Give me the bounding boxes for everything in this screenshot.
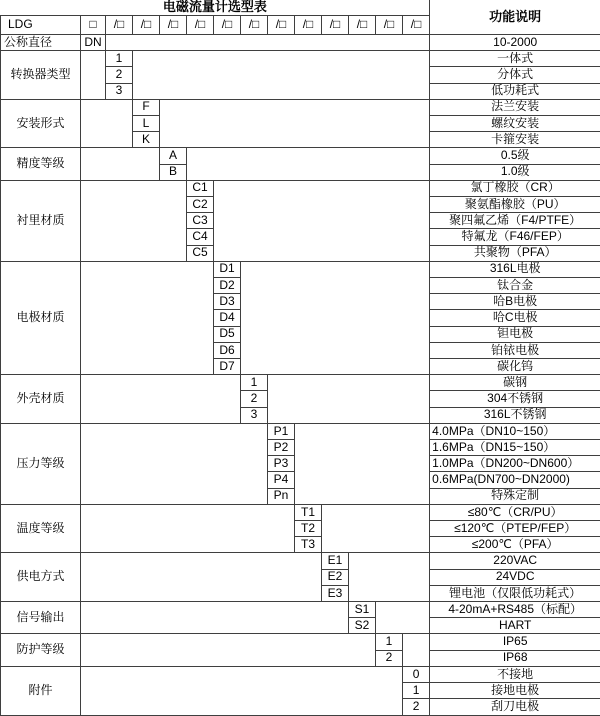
description-cell: 一体式 (430, 51, 600, 67)
table-row (1, 602, 600, 618)
code-cell: L (133, 115, 160, 131)
empty-cell (376, 602, 430, 634)
selection-code-box: /□ (349, 15, 376, 34)
code-cell: 1 (403, 683, 430, 699)
empty-cell (106, 34, 430, 50)
empty-cell (241, 261, 430, 374)
description-cell: 1.0级 (430, 164, 600, 180)
selection-code-box: /□ (295, 15, 322, 34)
code-cell: K (133, 132, 160, 148)
table-row (1, 504, 600, 520)
description-cell: 锂电池（仅限低功耗式） (430, 585, 600, 601)
code-cell: 1 (376, 634, 403, 650)
code-cell: C3 (187, 213, 214, 229)
selection-code-box: /□ (106, 15, 133, 34)
model-code-prefix: LDG (1, 15, 81, 34)
code-cell: A (160, 148, 187, 164)
description-cell: IP68 (430, 650, 600, 666)
empty-cell (81, 375, 241, 424)
description-cell: 钽电极 (430, 326, 600, 342)
empty-cell (81, 51, 106, 100)
code-cell: T2 (295, 521, 322, 537)
code-cell: DN (81, 34, 106, 50)
table-row (1, 51, 600, 67)
empty-cell (133, 51, 430, 100)
section-label: 信号输出 (1, 602, 81, 634)
code-cell: 2 (106, 67, 133, 83)
empty-cell (81, 553, 322, 602)
code-cell: D7 (214, 359, 241, 375)
description-cell: ≤80℃（CR/PU） (430, 504, 600, 520)
empty-cell (322, 504, 430, 553)
code-cell: D1 (214, 261, 241, 277)
empty-cell (349, 553, 430, 602)
code-cell: S1 (349, 602, 376, 618)
description-cell: 螺纹安装 (430, 115, 600, 131)
empty-cell (81, 99, 133, 148)
table-row (1, 634, 600, 650)
description-cell: 碳钢 (430, 375, 600, 391)
description-cell: 不接地 (430, 666, 600, 682)
description-cell: 0.6MPa(DN700~DN2000) (430, 472, 600, 488)
table-row (1, 0, 600, 15)
code-cell: 2 (241, 391, 268, 407)
code-cell: E3 (322, 585, 349, 601)
section-label: 精度等级 (1, 148, 81, 180)
code-cell: T3 (295, 537, 322, 553)
description-cell: 碳化钨 (430, 359, 600, 375)
code-cell: E2 (322, 569, 349, 585)
section-label: 电极材质 (1, 261, 81, 374)
section-label: 附件 (1, 666, 81, 715)
empty-cell (81, 602, 349, 634)
selection-code-box: /□ (160, 15, 187, 34)
description-cell: 刮刀电极 (430, 699, 600, 716)
empty-cell (268, 375, 430, 424)
table-row (1, 423, 600, 439)
code-cell: T1 (295, 504, 322, 520)
description-cell: 304不锈钢 (430, 391, 600, 407)
section-label: 安装形式 (1, 99, 81, 148)
empty-cell (295, 423, 430, 504)
code-cell: E1 (322, 553, 349, 569)
code-cell: P3 (268, 456, 295, 472)
description-cell: 钛合金 (430, 277, 600, 293)
table-row (1, 666, 600, 682)
section-label: 衬里材质 (1, 180, 81, 261)
code-cell: C4 (187, 229, 214, 245)
description-cell: ≤200℃（PFA） (430, 537, 600, 553)
table-row (1, 180, 600, 196)
empty-cell (81, 504, 295, 553)
description-cell: 220VAC (430, 553, 600, 569)
selection-code-box: /□ (214, 15, 241, 34)
section-label: 压力等级 (1, 423, 81, 504)
empty-cell (214, 180, 430, 261)
description-cell: 特氟龙（F46/FEP） (430, 229, 600, 245)
description-cell: 316L电极 (430, 261, 600, 277)
empty-cell (160, 99, 430, 148)
description-cell: 氯丁橡胶（CR） (430, 180, 600, 196)
selection-code-box: /□ (322, 15, 349, 34)
table-row (1, 34, 600, 50)
table-row (1, 99, 600, 115)
empty-cell (81, 261, 214, 374)
empty-cell (187, 148, 430, 180)
description-cell: 铂铱电极 (430, 342, 600, 358)
table-row (1, 261, 600, 277)
code-cell: 0 (403, 666, 430, 682)
description-cell: 法兰安装 (430, 99, 600, 115)
description-cell: 低功耗式 (430, 83, 600, 99)
empty-cell (81, 634, 376, 666)
code-cell: 3 (241, 407, 268, 423)
section-label: 公称直径 (1, 34, 81, 50)
description-cell: 分体式 (430, 67, 600, 83)
description-cell: 4-20mA+RS485（标配） (430, 602, 600, 618)
selection-code-box: /□ (376, 15, 403, 34)
code-cell: P4 (268, 472, 295, 488)
description-cell: 聚四氟乙烯（F4/PTFE） (430, 213, 600, 229)
table-title: 电磁流量计选型表 (1, 0, 430, 15)
empty-cell (403, 634, 430, 666)
empty-cell (81, 180, 187, 261)
description-cell: 聚氨酯橡胶（PU） (430, 196, 600, 212)
selection-code-box: /□ (268, 15, 295, 34)
code-cell: 3 (106, 83, 133, 99)
selection-code-box: /□ (241, 15, 268, 34)
description-cell: 1.6MPa（DN15~150） (430, 440, 600, 456)
code-cell: D2 (214, 277, 241, 293)
description-cell: 接地电极 (430, 683, 600, 699)
section-label: 供电方式 (1, 553, 81, 602)
description-cell: 0.5级 (430, 148, 600, 164)
code-cell: D3 (214, 294, 241, 310)
description-cell: 1.0MPa（DN200~DN600） (430, 456, 600, 472)
empty-cell (81, 666, 403, 715)
description-cell: 卡箍安装 (430, 132, 600, 148)
section-label: 转换器类型 (1, 51, 81, 100)
code-cell: D4 (214, 310, 241, 326)
code-cell: 1 (241, 375, 268, 391)
description-cell: 316L不锈钢 (430, 407, 600, 423)
description-cell: 24VDC (430, 569, 600, 585)
code-cell: P2 (268, 440, 295, 456)
selection-code-box: /□ (187, 15, 214, 34)
section-label: 温度等级 (1, 504, 81, 553)
code-cell: C1 (187, 180, 214, 196)
dn-code-box: □ (81, 15, 106, 34)
code-cell: C2 (187, 196, 214, 212)
code-cell: B (160, 164, 187, 180)
description-cell: 哈B电极 (430, 294, 600, 310)
description-cell: IP65 (430, 634, 600, 650)
section-label: 外壳材质 (1, 375, 81, 424)
code-cell: D5 (214, 326, 241, 342)
code-cell: P1 (268, 423, 295, 439)
code-cell: S2 (349, 618, 376, 634)
table-row (1, 148, 600, 164)
table-row (1, 375, 600, 391)
description-cell: 4.0MPa（DN10~150） (430, 423, 600, 439)
code-cell: F (133, 99, 160, 115)
description-cell: 哈C电极 (430, 310, 600, 326)
section-label: 防护等级 (1, 634, 81, 666)
code-cell: 2 (403, 699, 430, 716)
empty-cell (81, 148, 160, 180)
empty-cell (81, 423, 268, 504)
table-row (1, 553, 600, 569)
code-cell: 2 (376, 650, 403, 666)
selection-code-box: /□ (403, 15, 430, 34)
description-cell: 共聚物（PFA） (430, 245, 600, 261)
selection-code-box: /□ (133, 15, 160, 34)
description-cell: ≤120℃（PTEP/FEP） (430, 521, 600, 537)
code-cell: Pn (268, 488, 295, 504)
code-cell: C5 (187, 245, 214, 261)
code-cell: 1 (106, 51, 133, 67)
description-cell: 特殊定制 (430, 488, 600, 504)
code-cell: D6 (214, 342, 241, 358)
description-cell: HART (430, 618, 600, 634)
description-cell: 10-2000 (430, 34, 600, 50)
function-description-header: 功能说明 (430, 0, 600, 34)
